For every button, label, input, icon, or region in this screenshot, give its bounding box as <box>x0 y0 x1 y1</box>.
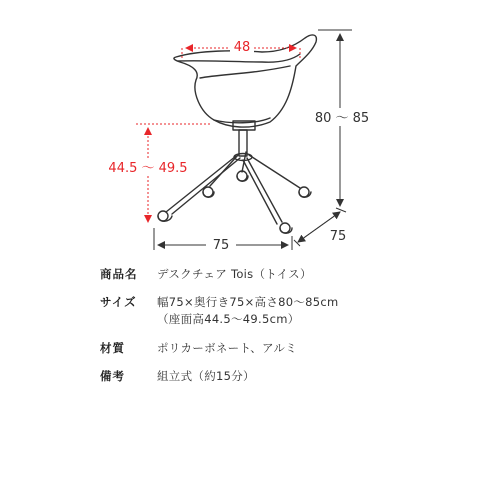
spec-value <box>157 340 457 357</box>
seat-height-label: 44.5 ～ 49.5 <box>108 161 188 176</box>
width-dimension <box>154 228 292 253</box>
spec-label: 材質 <box>100 341 125 355</box>
seat-width-label: 48 <box>233 40 251 55</box>
spec-label: 商品名 <box>100 267 138 281</box>
spec-value <box>157 368 457 385</box>
spec-value <box>157 294 457 328</box>
spec-value-line: 組立式（約15分） <box>157 369 255 383</box>
seat-height-dimension <box>100 124 212 222</box>
chair-illustration <box>158 35 316 233</box>
total-height-dimension <box>308 30 378 206</box>
spec-value-line: （座面高44.5～49.5cm） <box>157 312 300 326</box>
spec-label: サイズ <box>100 295 137 309</box>
depth-dimension <box>294 208 346 246</box>
spec-label: 備考 <box>100 369 125 383</box>
total-height-label: 80 ～ 85 <box>314 111 370 126</box>
spec-value-line: ポリカーボネート、アルミ <box>157 341 297 355</box>
spec-value-line: デスクチェア Tois（トイス） <box>157 267 312 281</box>
depth-label: 75 <box>329 229 347 244</box>
width-label: 75 <box>212 238 230 253</box>
spec-value <box>157 266 457 283</box>
spec-value-line: 幅75×奥行き75×高さ80～85cm <box>157 295 339 309</box>
